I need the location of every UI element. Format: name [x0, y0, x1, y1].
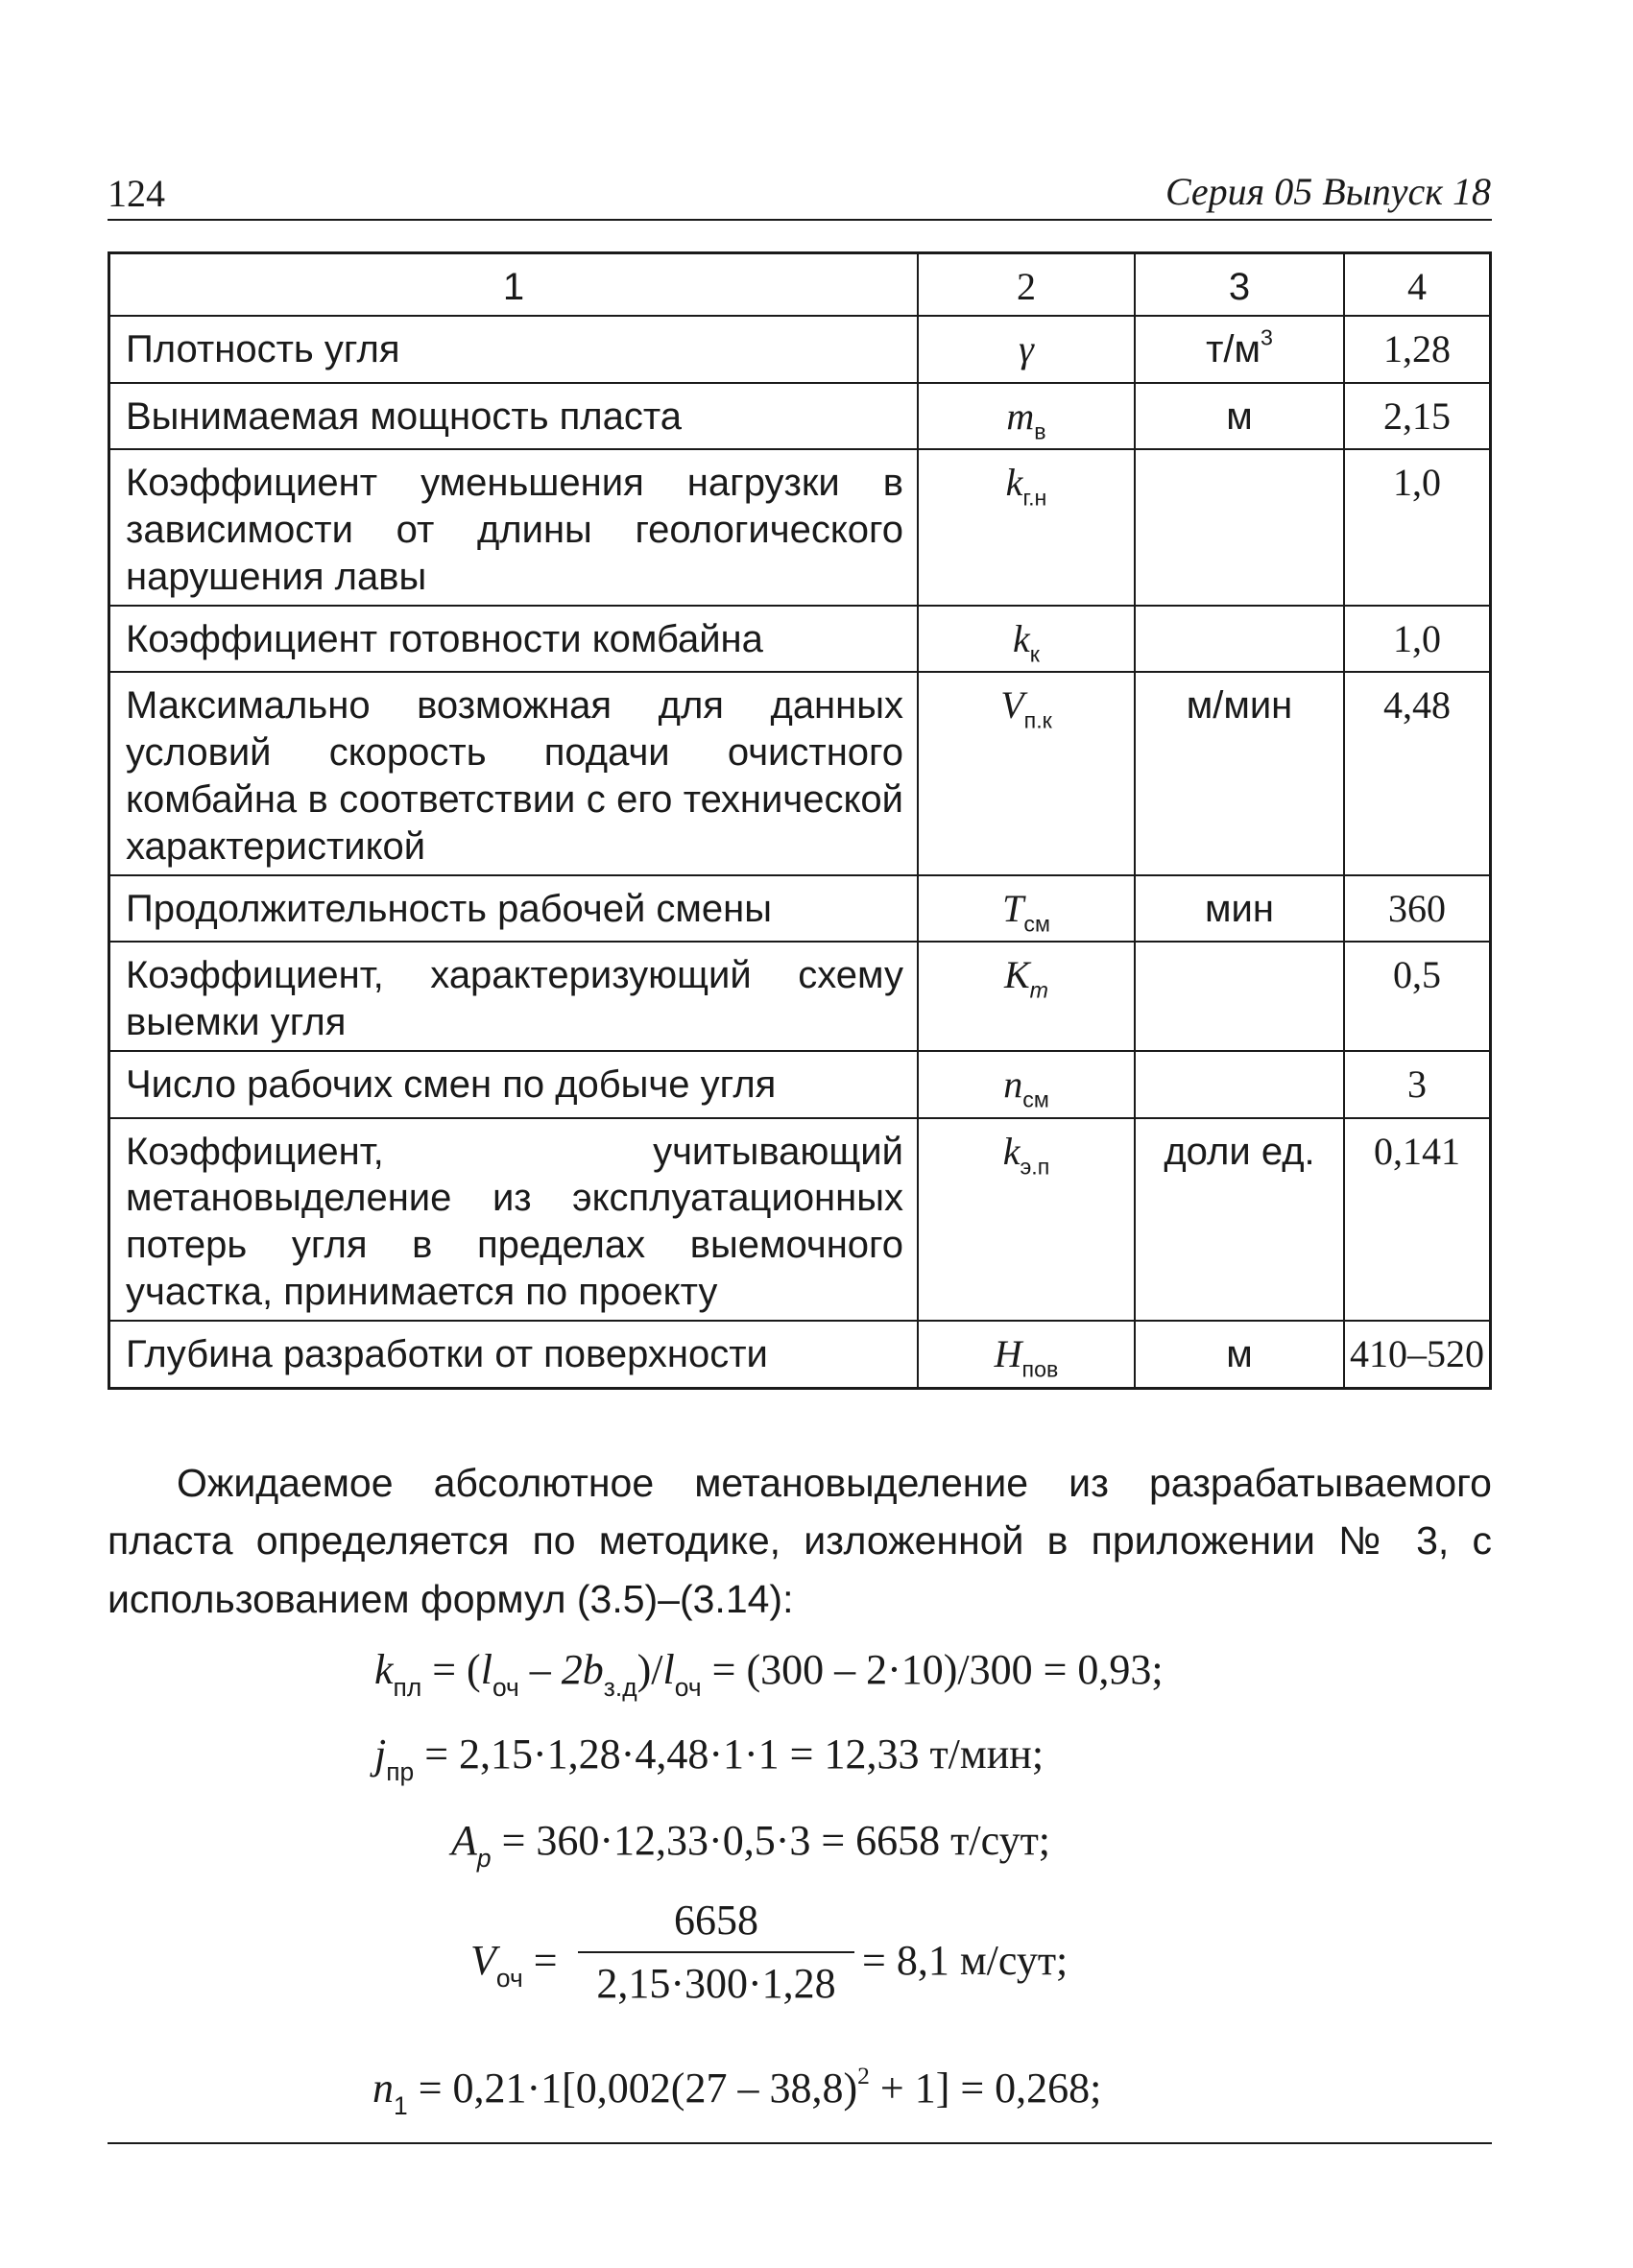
parameter-name: Плотность угля — [109, 316, 919, 383]
parameter-symbol: $H_{пов}$ — [918, 1321, 1135, 1388]
table-header-row — [109, 253, 1491, 316]
parameter-symbol: $n_{см}$ — [918, 1051, 1135, 1118]
formula-coal-loss-coefficient: $k_{пл} = (l_{оч} - 2b_{з.д})/l_{оч} = (300 - 2\cdot 10)/300 = 0,93$; — [374, 1646, 1164, 1703]
series-title: Серия 05 Выпуск 18 — [1165, 170, 1491, 213]
parameter-name: Число рабочих смен по добыче угля — [109, 1051, 919, 1118]
parameter-value: 0,5 — [1344, 942, 1491, 1051]
column-header: 3 — [1135, 253, 1344, 316]
fraction-bar — [578, 1951, 854, 1953]
parameter-value: 4,48 — [1344, 672, 1491, 874]
parameter-name: Коэффициент, учитывающий метановыделение из эксплуатационных потерь угля в пределах выемочного участка, принимается по проекту — [109, 1118, 919, 1321]
parameter-name: Продолжительность рабочей смены — [109, 875, 919, 943]
parameter-value: 0,141 — [1344, 1118, 1491, 1321]
parameter-unit: м — [1135, 1321, 1344, 1388]
parameter-value: 1,0 — [1344, 449, 1491, 605]
parameter-unit — [1135, 1051, 1344, 1118]
table-row — [109, 383, 1491, 450]
table-row — [109, 942, 1491, 1051]
table-row — [109, 1051, 1491, 1118]
parameter-symbol: $T_{см}$ — [918, 875, 1135, 943]
footer-rule — [108, 2142, 1492, 2144]
column-header: 2 — [918, 253, 1135, 316]
parameter-value: 1,0 — [1344, 606, 1491, 673]
table-row — [109, 1118, 1491, 1321]
parameter-name: Глубина разработки от поверхности — [109, 1321, 919, 1388]
formula-daily-output: $A_р = 360\cdot 12,33\cdot 0,5\cdot 3 = 6658$ т/сут; — [451, 1817, 1051, 1874]
parameter-symbol: $k_{г.н}$ — [918, 449, 1135, 605]
parameter-symbol: $k_{э.п}$ — [918, 1118, 1135, 1321]
parameter-name: Коэффициент, характеризующий схему выемки угля — [109, 942, 919, 1051]
parameter-unit — [1135, 606, 1344, 673]
table-row — [109, 672, 1491, 874]
parameter-symbol: $K_m$ — [918, 942, 1135, 1051]
table-row — [109, 606, 1491, 673]
formula-extraction-rate: $j_{пр} = 2,15\cdot 1,28\cdot 4,48\cdot 1\cdot 1 = 12,33$ т/мин; — [374, 1731, 1045, 1787]
parameter-value: 1,28 — [1344, 316, 1491, 383]
formula-face-advance — [470, 1896, 1142, 2011]
header-rule — [108, 219, 1492, 221]
parameter-value: 360 — [1344, 875, 1491, 943]
table-row — [109, 1321, 1491, 1388]
parameter-symbol: $k_к$ — [918, 606, 1135, 673]
parameter-symbol: γ — [918, 316, 1135, 383]
table-row — [109, 449, 1491, 605]
column-header: 1 — [109, 253, 919, 316]
parameters-table — [108, 251, 1492, 1390]
parameter-name: Максимально возможная для данных условий скорость подачи очистного комбайна в соответствии с его технической характеристикой — [109, 672, 919, 874]
parameter-unit: $т/м^3$ — [1135, 316, 1344, 383]
parameter-name: Вынимаемая мощность пласта — [109, 383, 919, 450]
fraction-denominator: 2,15·300·1,28 — [596, 1960, 836, 2007]
parameter-unit: мин — [1135, 875, 1344, 943]
parameter-unit — [1135, 942, 1344, 1051]
table-row — [109, 316, 1491, 383]
parameter-value: 410–520 — [1344, 1321, 1491, 1388]
formula-n1: $n_1 = 0,21\cdot 1[0,002(27 - 38,8)^2 + 1] = 0,268$; — [372, 2061, 1102, 2121]
parameter-unit: м/мин — [1135, 672, 1344, 874]
body-paragraph: Ожидаемое абсолютное метановыделение из разрабатываемого пласта определяется по методике, изложенной в приложении № 3, с использованием формул (3.5)–(3.14): — [108, 1461, 1492, 1621]
fraction-numerator: 6658 — [674, 1897, 758, 1944]
parameter-symbol: $V_{п.к}$ — [918, 672, 1135, 874]
fraction-lhs: $V_{оч}$ = — [470, 1937, 558, 1993]
parameter-value: 2,15 — [1344, 383, 1491, 450]
fraction-result: = 8,1 м/сут; — [862, 1937, 1069, 1984]
table-row — [109, 875, 1491, 943]
column-header: 4 — [1344, 253, 1491, 316]
parameter-unit: м — [1135, 383, 1344, 450]
page-number: 124 — [108, 172, 165, 215]
parameter-value: 3 — [1344, 1051, 1491, 1118]
parameter-name: Коэффициент готовности комбайна — [109, 606, 919, 673]
parameter-unit: доли ед. — [1135, 1118, 1344, 1321]
parameter-unit — [1135, 449, 1344, 605]
parameter-symbol: $m_в$ — [918, 383, 1135, 450]
parameter-name: Коэффициент уменьшения нагрузки в зависимости от длины геологического нарушения лавы — [109, 449, 919, 605]
